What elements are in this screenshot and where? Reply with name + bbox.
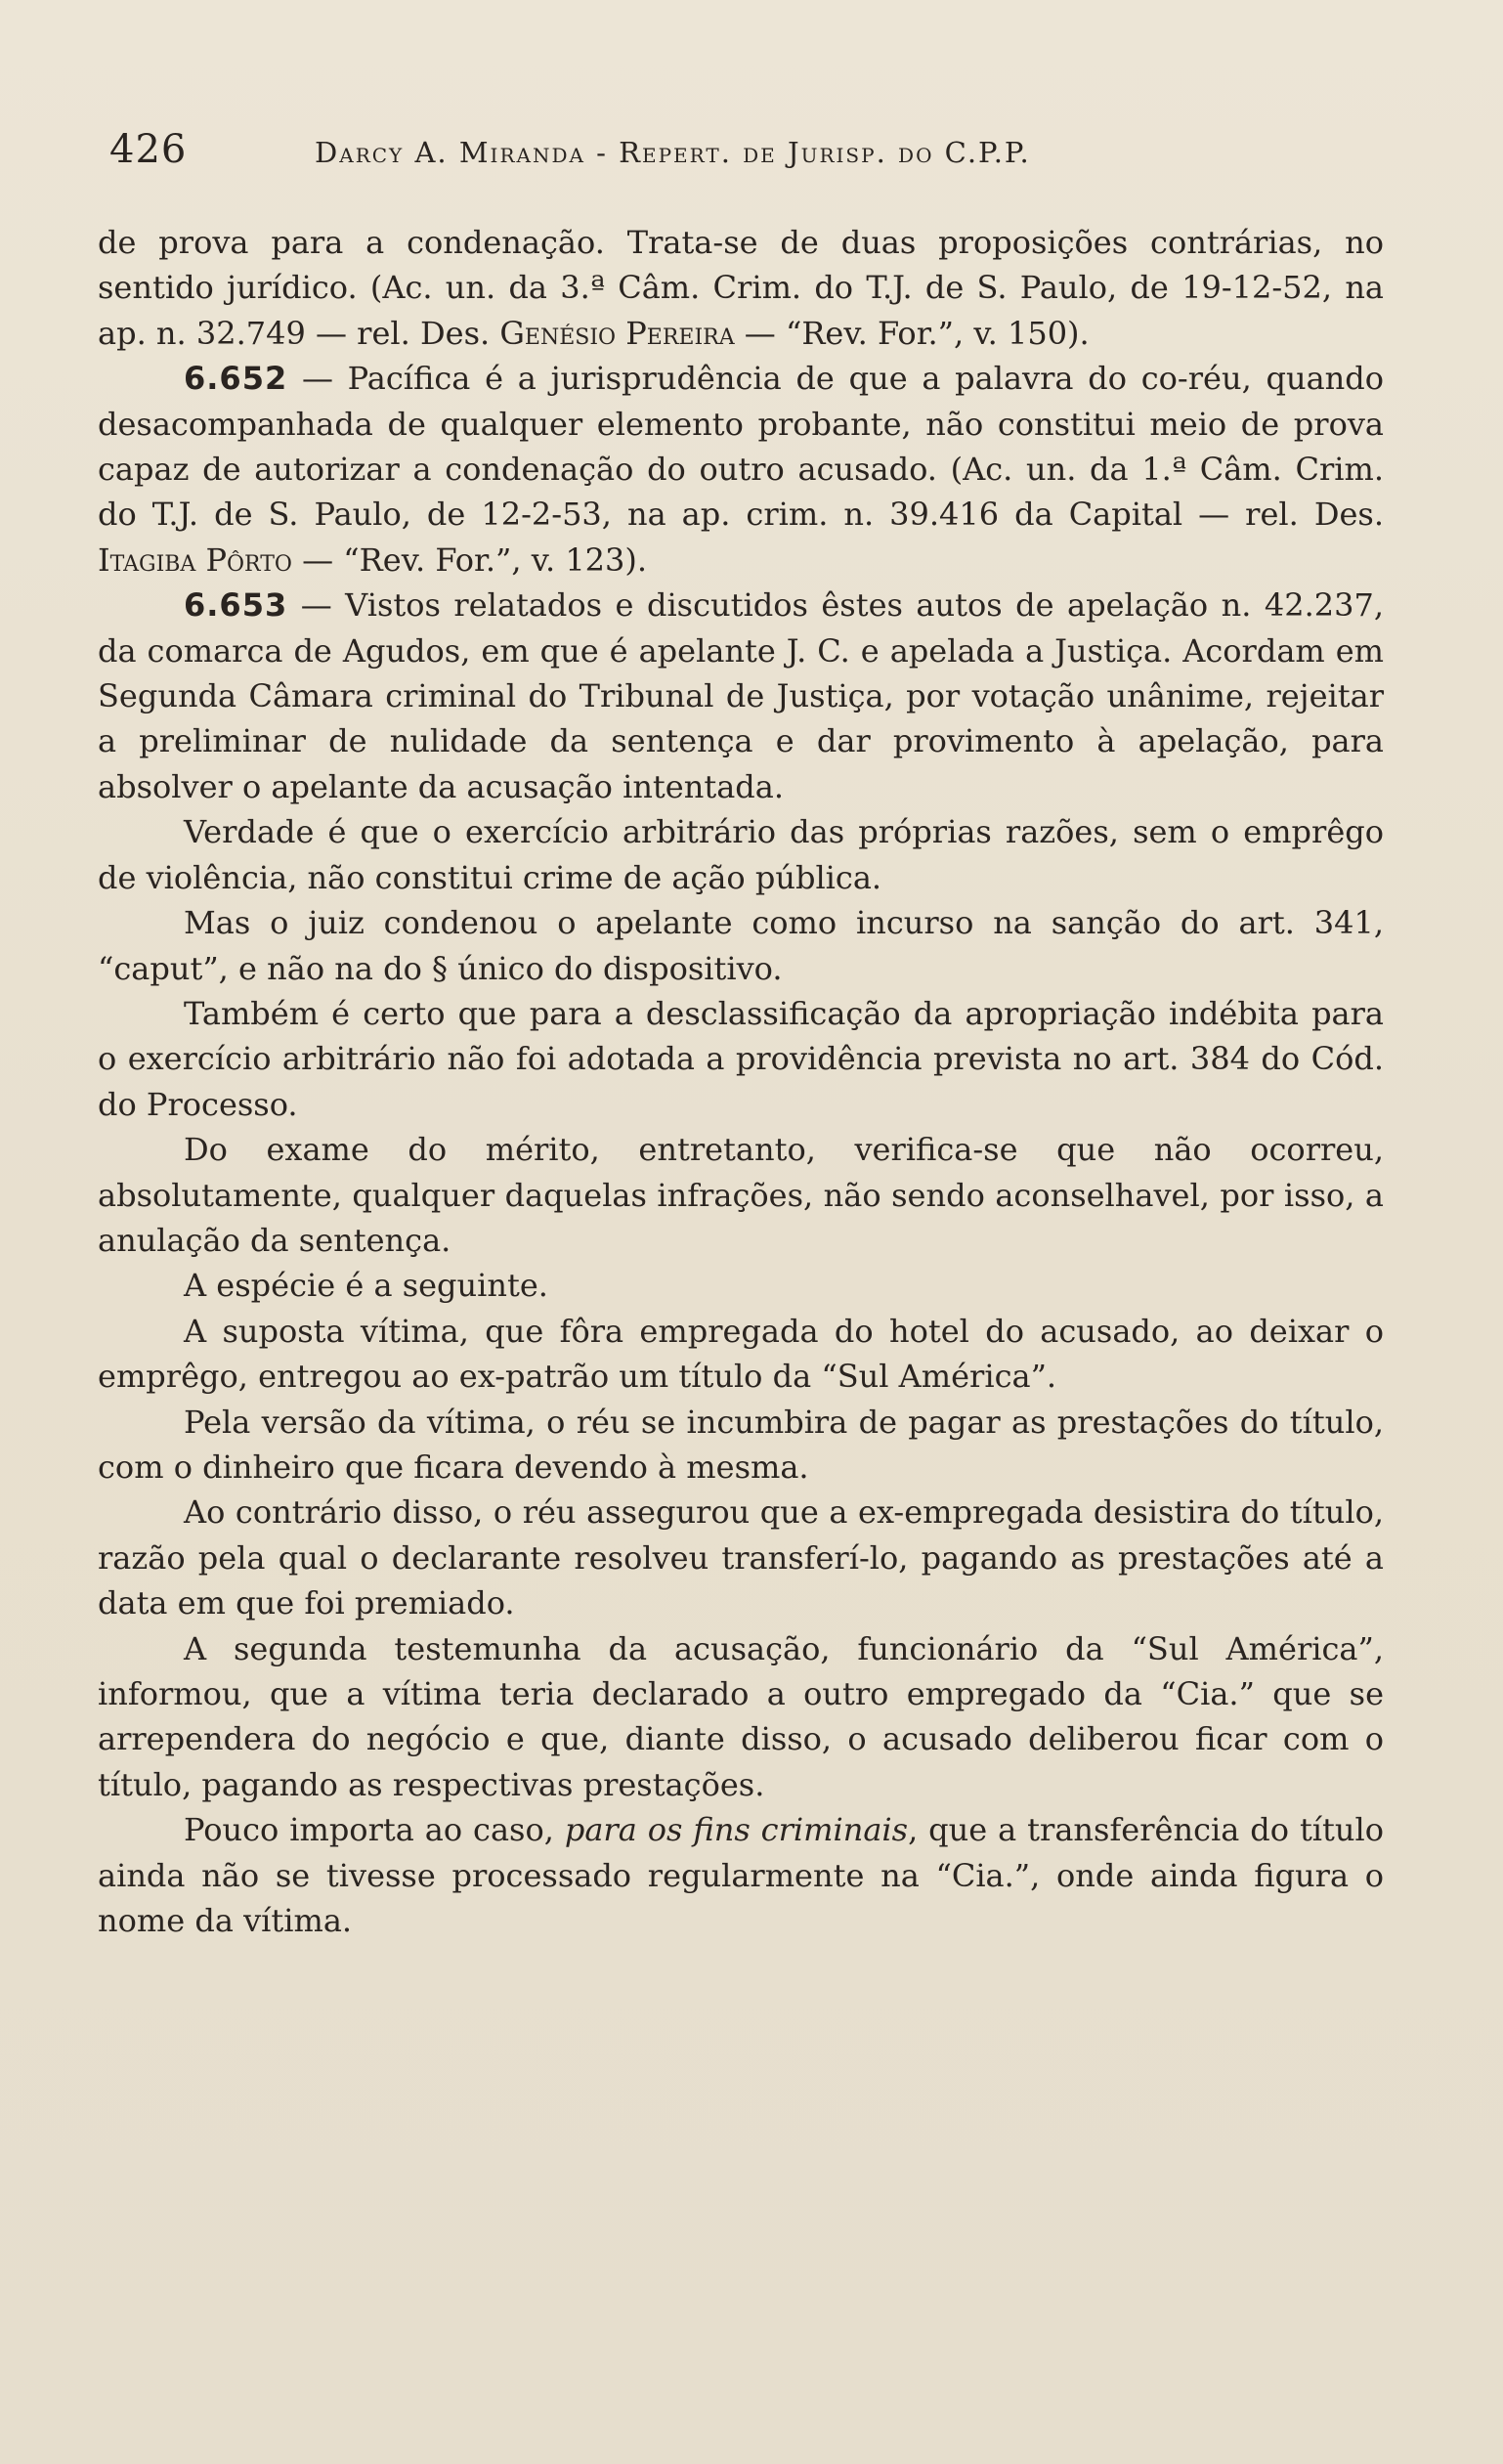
opening-judge: Genésio Pereira — [499, 314, 735, 352]
italic-phrase: para os fins criminais — [564, 1811, 909, 1849]
opening-tail: — “Rev. For.”, v. 150). — [734, 314, 1090, 352]
last-paragraph-start: Pouco importa ao caso, — [184, 1811, 565, 1849]
paragraph: A suposta vítima, que fôra empregada do hotel do acusado, ao deixar o emprêgo, entregou ao ex-patrão um título da “Sul América”. — [98, 1312, 1384, 1396]
last-paragraph-end: , que a transferência do título ainda não se tivesse processado regularmente na “Cia.”, onde ainda figura o nome da vítima. — [98, 1811, 1385, 1940]
body-text — [98, 220, 1384, 1943]
paragraph: Também é certo que para a desclassificação da apropriação indébita para o exercício arbitrário não foi adotada a providência prevista no art. 384 do Cód. do Processo. — [98, 994, 1384, 1123]
paragraph: A segunda testemunha da acusação, funcionário da “Sul América”, informou, que a vítima teria declarado a outro empregado da “Cia.” que se arrependera do negócio e que, diante disso, o acusado deliberou ficar com o título, pagando as respectivas prestações. — [98, 1629, 1384, 1803]
paragraph: Mas o juiz condenou o apelante como incurso na sanção do art. 341, “caput”, e não na do § único do dispositivo. — [98, 904, 1384, 987]
entry-number: 6.653 — [184, 586, 288, 625]
paragraph: A espécie é a seguinte. — [184, 1267, 548, 1305]
opening-text: de prova para a condenação. Trata-se de duas proposições contrárias, no sentido jurídico. (Ac. un. da 3.ª Câm. Crim. do T.J. de S. Paulo, de 19-12-52, na ap. n. 32.749 — rel. Des. — [98, 224, 1384, 352]
opening-paragraph — [98, 220, 1384, 356]
last-paragraph — [98, 1807, 1384, 1943]
entry-text: — Vistos relatados e discutidos êstes autos de apelação n. 42.237, da comarca de Agudos, em que é apelante J. C. e apelada a Justiça. Acordam em Segunda Câmara criminal do Tribunal de Justiça, por votação unânime, rejeitar a preliminar de nulidade da sentença e dar provimento à apelação, para absolver o apelante da acusação intentada. — [98, 586, 1384, 805]
entry-number: 6.652 — [184, 360, 288, 398]
running-head — [109, 127, 1399, 186]
entry-tail: — “Rev. For.”, v. 123). — [291, 540, 648, 579]
entry-judge: Itagiba Pôrto — [98, 540, 292, 579]
running-title: Darcy A. Miranda - Repert. de Jurisp. do C.P.P. — [315, 136, 1031, 169]
entry-text: — Pacífica é a jurisprudência de que a palavra do co-réu, quando desacompanhada de qualquer elemento probante, não constitui meio de prova capaz de autorizar a condenação do outro acusado. (Ac. un. da 1.ª Câm. Crim. do T.J. de S. Paulo, de 12-2-53, na ap. crim. n. 39.416 da Capital — rel. Des. — [98, 360, 1384, 534]
entry-6653 — [98, 583, 1384, 809]
entry-6652 — [98, 356, 1384, 583]
paragraph: Do exame do mérito, entretanto, verifica-se que não ocorreu, absolutamente, qualquer daquelas infrações, não sendo aconselhavel, por isso, a anulação da sentença. — [98, 1131, 1384, 1259]
paragraph: Pela versão da vítima, o réu se incumbira de pagar as prestações do título, com o dinheiro que ficara devendo à mesma. — [98, 1403, 1384, 1486]
page-number: 426 — [109, 127, 188, 172]
paragraph: Verdade é que o exercício arbitrário das próprias razões, sem o emprêgo de violência, não constitui crime de ação pública. — [98, 813, 1384, 896]
paragraph: Ao contrário disso, o réu assegurou que a ex-empregada desistira do título, razão pela qual o declarante resolveu transferí-lo, pagando as prestações até a data em que foi premiado. — [98, 1493, 1384, 1622]
